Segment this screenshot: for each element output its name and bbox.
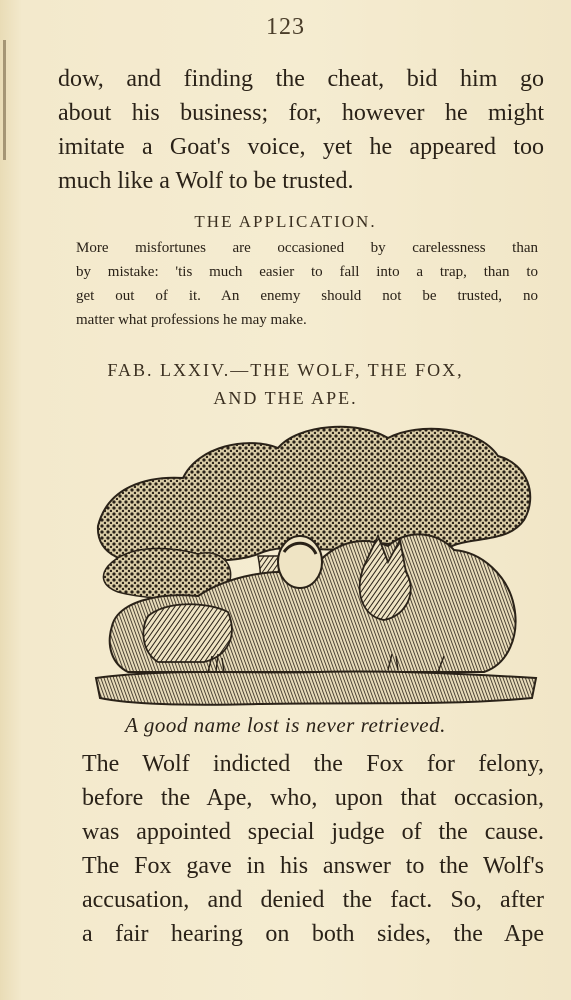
text-line: a fair hearing on both sides, the Ape [82,921,544,947]
text-line: about his business; for, however he might [58,100,544,126]
fable-title-line-1: FAB. LXXIV.—THE WOLF, THE FOX, [107,360,464,380]
text-line: imitate a Goat's voice, yet he appeared too [58,134,544,160]
fable-title-line-2: AND THE APE. [213,388,358,408]
ground [96,671,536,704]
application-heading: THE APPLICATION. [194,212,377,231]
woodcut-illustration [88,416,540,712]
application-paragraph [76,236,538,332]
text-line: More misfortunes are occasioned by carelessness than [76,240,538,256]
text-line: The Fox gave in his answer to the Wolf's [82,853,544,879]
text-line: The Wolf indicted the Fox for felony, [82,751,544,777]
binding-edge [3,40,6,160]
text-line: get out of it. An enemy should not be trusted, no [76,288,538,304]
page-number: 123 [266,14,305,40]
continuation-paragraph [58,62,544,198]
text-line: much like a Wolf to be trusted. [58,168,354,194]
text-line: matter what professions he may make. [76,312,307,328]
fable-paragraph [82,747,544,951]
text-line: was appointed special judge of the cause. [82,819,544,845]
text-line: dow, and finding the cheat, bid him go [58,66,544,92]
text-line: accusation, and denied the fact. So, after [82,887,544,913]
wolf-figure [143,604,231,662]
illustration-caption: A good name lost is never retrieved. [125,713,446,737]
text-line: before the Ape, who, upon that occasion, [82,785,544,811]
text-line: by mistake: 'tis much easier to fall into a trap, than to [76,264,538,280]
